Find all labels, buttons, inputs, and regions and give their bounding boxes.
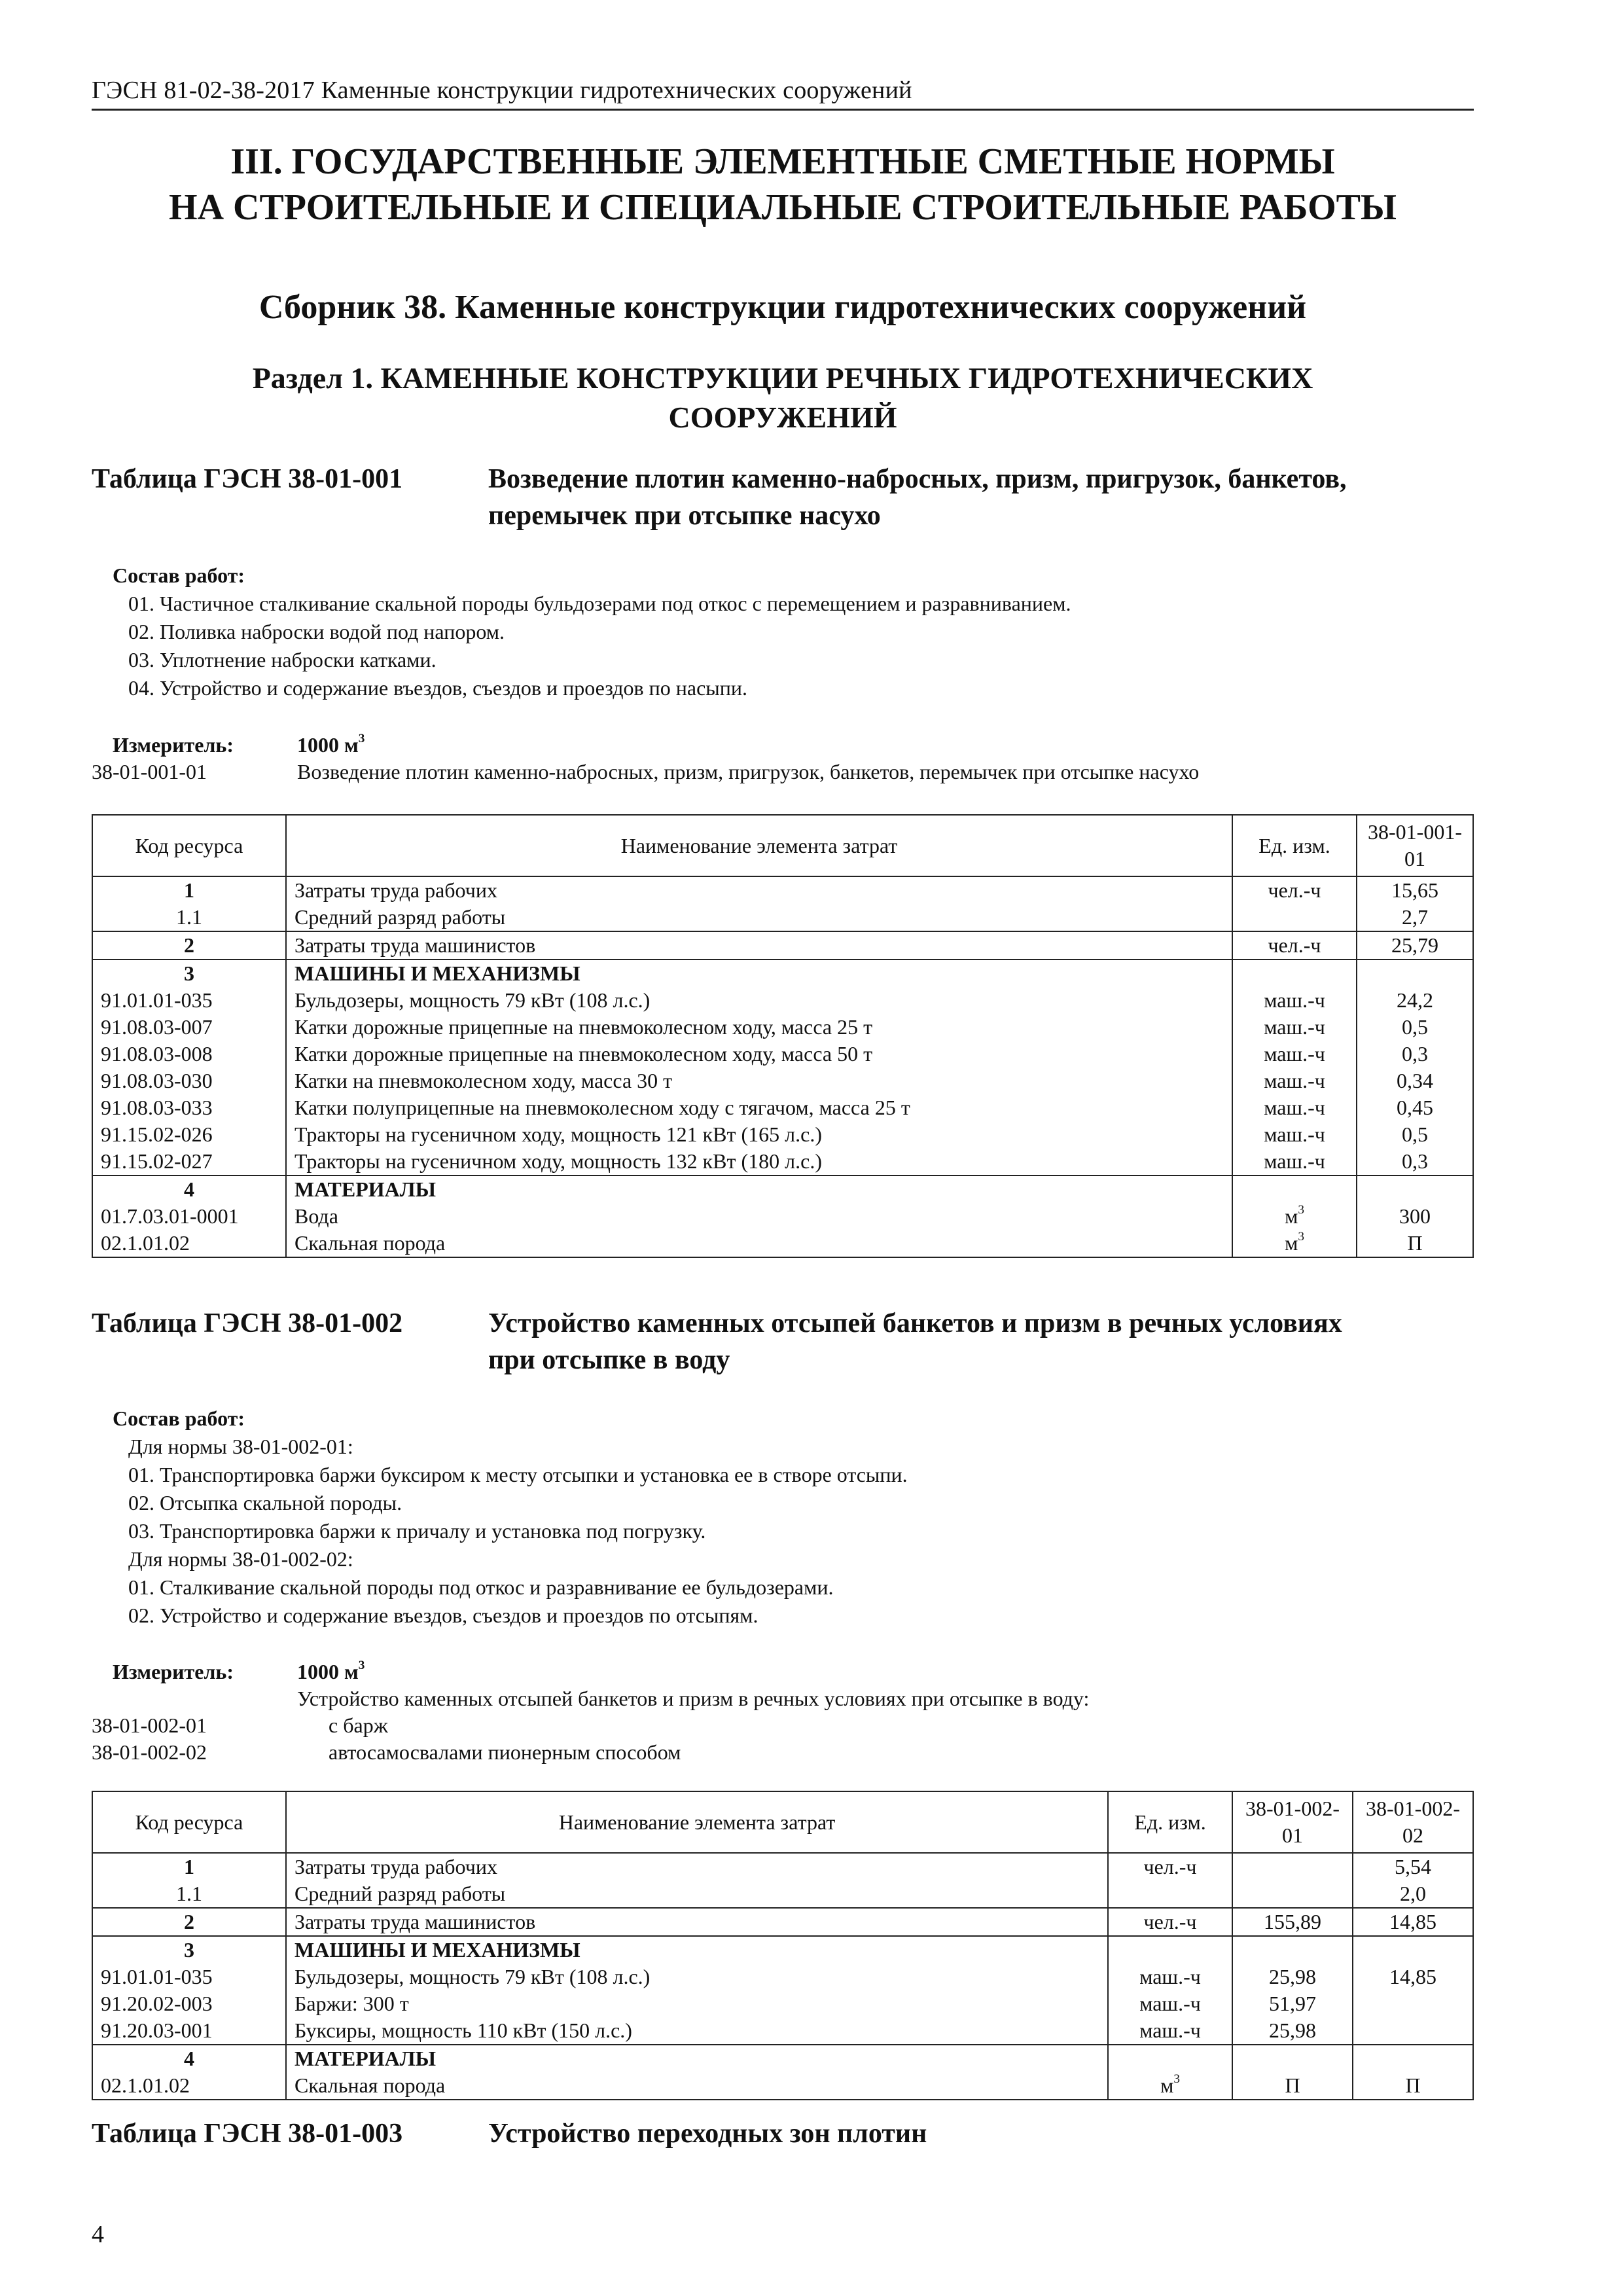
section-title-line1: Раздел 1. КАМЕННЫЕ КОНСТРУКЦИИ РЕЧНЫХ ГИДРОТЕХНИЧЕСКИХ — [252, 361, 1313, 395]
main-title-line1: III. ГОСУДАРСТВЕННЫЕ ЭЛЕМЕНТНЫЕ СМЕТНЫЕ НОРМЫ — [230, 141, 1335, 182]
table-row: 4 МАТЕРИАЛЫ — [92, 1175, 1473, 1203]
table-row: 91.08.03-008 Катки дорожные прицепные на пневмоколесном ходу, масса 50 т маш.-ч 0,3 — [92, 1041, 1473, 1067]
main-title-line2: НА СТРОИТЕЛЬНЫЕ И СПЕЦИАЛЬНЫЕ СТРОИТЕЛЬНЫЕ РАБОТЫ — [169, 187, 1397, 228]
table1-resources — [92, 814, 1474, 1258]
measure-value: 1000 $м^3$ — [297, 731, 365, 757]
work-step: Для нормы 38-01-002-02: — [128, 1547, 353, 1571]
table-row: 3 МАШИНЫ И МЕХАНИЗМЫ — [92, 1936, 1473, 1964]
table-row: 2 Затраты труда машинистов чел.-ч 25,79 — [92, 931, 1473, 960]
col-header-unit: Ед. изм. — [1108, 1791, 1232, 1853]
col-header-code: Код ресурса — [92, 815, 286, 876]
norm-code: 38-01-002-01 — [92, 1713, 207, 1737]
table-row: 1.1 Средний разряд работы 2,0 — [92, 1880, 1473, 1908]
collection-title: Сборник 38. Каменные конструкции гидротехнических сооружений — [259, 289, 1307, 326]
table-row: 91.01.01-035 Бульдозеры, мощность 79 кВт (108 л.с.) маш.-ч 24,2 — [92, 987, 1473, 1014]
col-header-norm: 38-01-001-01 — [1357, 815, 1473, 876]
norm-description: Возведение плотин каменно-набросных, призм, пригрузок, банкетов, перемычек при отсыпке насухо — [297, 760, 1200, 783]
table3-code: Таблица ГЭСН 38-01-003 — [92, 2119, 403, 2149]
table-row: 91.08.03-030 Катки на пневмоколесном ходу, масса 30 т маш.-ч 0,34 — [92, 1067, 1473, 1094]
col-header-unit: Ед. изм. — [1232, 815, 1357, 876]
main-title — [92, 139, 1474, 230]
measure-label: Измеритель: — [113, 733, 234, 757]
measure-value: 1000 $м^3$ — [297, 1658, 365, 1683]
table2-title — [488, 1305, 1486, 1378]
norm-code: 38-01-002-02 — [92, 1740, 207, 1764]
table-row: 01.7.03.01-0001 Вода $м^3$ 300 — [92, 1203, 1473, 1230]
page-number: 4 — [92, 2221, 104, 2248]
table-row: 91.15.02-026 Тракторы на гусеничном ходу, мощность 121 кВт (165 л.с.) маш.-ч 0,5 — [92, 1121, 1473, 1148]
table3-heading — [92, 2115, 1486, 2152]
work-composition-label: Состав работ: — [113, 1407, 245, 1430]
table-row: 1 Затраты труда рабочих чел.-ч 15,65 — [92, 876, 1473, 904]
table-row: 02.1.01.02 Скальная порода $м^3$ П П — [92, 2072, 1473, 2100]
work-step: 03. Уплотнение наброски катками. — [128, 648, 437, 672]
col-header-norm-1: 38-01-002-01 — [1232, 1791, 1353, 1853]
work-step: 01. Частичное сталкивание скальной породы бульдозерами под откос с перемещением и разравниванием. — [128, 592, 1071, 615]
table-row: 91.01.01-035 Бульдозеры, мощность 79 кВт (108 л.с.) маш.-ч 25,98 14,85 — [92, 1964, 1473, 1990]
table2-resources — [92, 1791, 1474, 2100]
table-row: 2 Затраты труда машинистов чел.-ч 155,89 14,85 — [92, 1908, 1473, 1936]
work-step: 04. Устройство и содержание въездов, съездов и проездов по насыпи. — [128, 676, 748, 700]
measure-description: Устройство каменных отсыпей банкетов и призм в речных условиях при отсыпке в воду: — [297, 1687, 1090, 1710]
col-header-code: Код ресурса — [92, 1791, 286, 1853]
table-row: 1.1 Средний разряд работы 2,7 — [92, 904, 1473, 931]
work-step: 01. Транспортировка баржи буксиром к месту отсыпки и установка ее в створе отсыпи. — [128, 1463, 908, 1486]
norm-description: с барж — [329, 1713, 388, 1737]
table-row: 91.20.03-001 Буксиры, мощность 110 кВт (150 л.с.) маш.-ч 25,98 — [92, 2017, 1473, 2045]
table-row: 91.08.03-033 Катки полуприцепные на пневмоколесном ходу с тягачом, масса 25 т маш.-ч 0,45 — [92, 1094, 1473, 1121]
running-header: ГЭСН 81-02-38-2017 Каменные конструкции гидротехнических сооружений — [92, 73, 1474, 111]
norm-code: 38-01-001-01 — [92, 760, 207, 783]
work-step: 02. Поливка наброски водой под напором. — [128, 620, 505, 643]
table-row: 1 Затраты труда рабочих чел.-ч 5,54 — [92, 1853, 1473, 1880]
work-step: 03. Транспортировка баржи к причалу и установка под погрузку. — [128, 1519, 706, 1543]
table2-code: Таблица ГЭСН 38-01-002 — [92, 1308, 403, 1338]
table-row: 4 МАТЕРИАЛЫ — [92, 2045, 1473, 2072]
table2-title-line1: Устройство каменных отсыпей банкетов и призм в речных условиях — [488, 1308, 1342, 1338]
section-title — [92, 359, 1474, 437]
table-row: 02.1.01.02 Скальная порода $м^3$ П — [92, 1230, 1473, 1257]
measure-label: Измеритель: — [113, 1660, 234, 1683]
table1-work-composition — [113, 562, 1071, 702]
table2-work-composition — [113, 1405, 908, 1630]
table1-title — [488, 461, 1486, 534]
table2-measure — [92, 1659, 1486, 1766]
norm-description: автосамосвалами пионерным способом — [329, 1740, 681, 1764]
col-header-norm-2: 38-01-002-02 — [1353, 1791, 1473, 1853]
table-row: 3 МАШИНЫ И МЕХАНИЗМЫ — [92, 960, 1473, 987]
table1-code: Таблица ГЭСН 38-01-001 — [92, 464, 403, 494]
section-title-line2: СООРУЖЕНИЙ — [668, 401, 897, 434]
table-row: 91.15.02-027 Тракторы на гусеничном ходу, мощность 132 кВт (180 л.с.) маш.-ч 0,3 — [92, 1148, 1473, 1175]
work-step: 02. Устройство и содержание въездов, съездов и проездов по отсыпям. — [128, 1604, 758, 1627]
table1-heading — [92, 461, 1486, 534]
work-composition-label: Состав работ: — [113, 564, 245, 587]
work-step: 02. Отсыпка скальной породы. — [128, 1491, 402, 1515]
table-row: 91.20.02-003 Баржи: 300 т маш.-ч 51,97 — [92, 1990, 1473, 2017]
table2-title-line2: при отсыпке в воду — [488, 1345, 730, 1375]
col-header-name: Наименование элемента затрат — [286, 815, 1232, 876]
table1-title-line1: Возведение плотин каменно-набросных, призм, пригрузок, банкетов, — [488, 464, 1347, 494]
table3-title: Устройство переходных зон плотин — [488, 2119, 927, 2149]
table2-heading — [92, 1305, 1486, 1378]
table-row: 91.08.03-007 Катки дорожные прицепные на пневмоколесном ходу, масса 25 т маш.-ч 0,5 — [92, 1014, 1473, 1041]
table1-measure — [92, 732, 1486, 785]
work-step: 01. Сталкивание скальной породы под откос и разравнивание ее бульдозерами. — [128, 1575, 834, 1599]
work-step: Для нормы 38-01-002-01: — [128, 1435, 353, 1458]
table1-title-line2: перемычек при отсыпке насухо — [488, 501, 881, 531]
col-header-name: Наименование элемента затрат — [286, 1791, 1108, 1853]
